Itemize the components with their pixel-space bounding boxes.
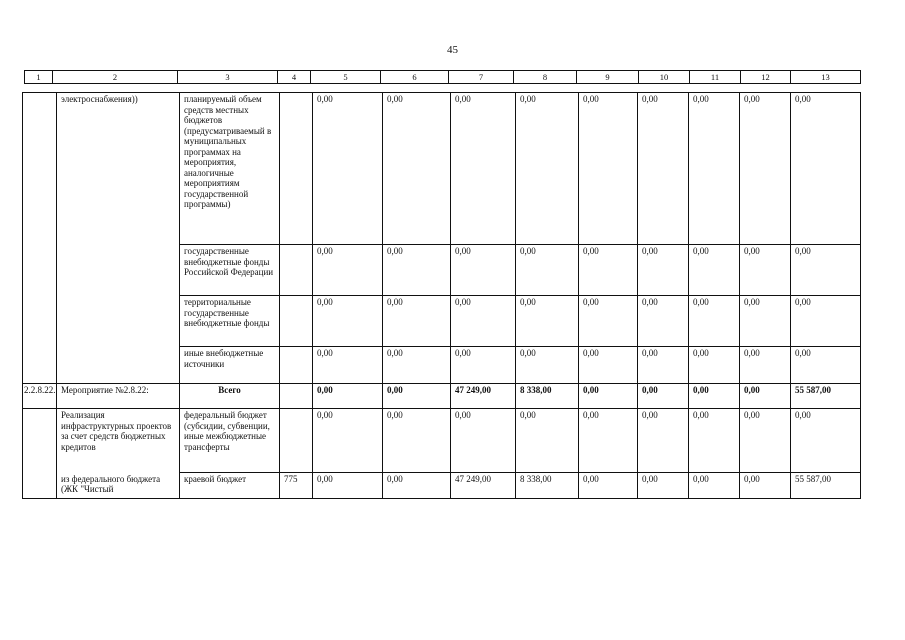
row-value: 0,00	[579, 409, 638, 473]
row-value: 0,00	[383, 409, 451, 473]
header-col-10: 10	[639, 71, 690, 84]
row-value: 0,00	[791, 347, 861, 384]
row-name: электроснабжения))	[57, 93, 180, 384]
row-value: 0,00	[579, 347, 638, 384]
row-value: 0,00	[791, 245, 861, 296]
row-value: 8 338,00	[516, 473, 579, 499]
row-value: 0,00	[313, 409, 383, 473]
row-code	[23, 409, 57, 499]
row-code: 2.2.8.22.	[23, 384, 57, 409]
row-value: 0,00	[451, 296, 516, 347]
header-col-4: 4	[278, 71, 311, 84]
row-value: 0,00	[313, 93, 383, 245]
row-value: 0,00	[383, 93, 451, 245]
row-value: 0,00	[383, 296, 451, 347]
row-source: территориальные государственные внебюджетные фонды	[180, 296, 280, 347]
row-value: 55 587,00	[791, 384, 861, 409]
row-value: 0,00	[383, 347, 451, 384]
row-value: 0,00	[638, 409, 689, 473]
row-grbs	[280, 296, 313, 347]
header-col-8: 8	[514, 71, 577, 84]
row-value: 0,00	[516, 296, 579, 347]
row-source: федеральный бюджет (субсидии, субвенции, иные межбюджетные трансферты	[180, 409, 280, 473]
row-value: 0,00	[638, 347, 689, 384]
header-col-1: 1	[25, 71, 53, 84]
row-grbs	[280, 93, 313, 245]
row-value: 0,00	[689, 296, 740, 347]
row-name: Реализация инфраструктурных проектов за счет средств бюджетных кредитов	[57, 409, 180, 473]
row-value: 0,00	[313, 347, 383, 384]
row-name: из федерального бюджета (ЖК "Чистый	[57, 473, 180, 499]
row-value: 0,00	[516, 245, 579, 296]
row-value: 0,00	[689, 347, 740, 384]
row-value: 0,00	[740, 384, 791, 409]
row-value: 0,00	[313, 473, 383, 499]
row-source: иные внебюджетные источники	[180, 347, 280, 384]
row-grbs	[280, 409, 313, 473]
row-value: 0,00	[579, 93, 638, 245]
row-value: 0,00	[579, 473, 638, 499]
row-value: 0,00	[383, 384, 451, 409]
column-number-header	[24, 70, 861, 84]
header-col-5: 5	[311, 71, 381, 84]
row-value: 0,00	[451, 409, 516, 473]
row-value: 0,00	[579, 296, 638, 347]
row-value: 0,00	[689, 93, 740, 245]
row-value: 0,00	[313, 384, 383, 409]
row-grbs: 775	[280, 473, 313, 499]
row-source: планируемый объем средств местных бюджетов (предусматриваемый в муниципальных программах на мероприятия, аналогичные мероприятиям государственной программы)	[180, 93, 280, 245]
row-value: 0,00	[689, 245, 740, 296]
row-value: 47 249,00	[451, 473, 516, 499]
row-value: 0,00	[516, 93, 579, 245]
row-value: 0,00	[383, 473, 451, 499]
row-source: Всего	[180, 384, 280, 409]
row-value: 55 587,00	[791, 473, 861, 499]
row-source: государственные внебюджетные фонды Российской Федерации	[180, 245, 280, 296]
row-value: 0,00	[638, 384, 689, 409]
header-col-3: 3	[178, 71, 278, 84]
row-value: 0,00	[689, 384, 740, 409]
row-value: 0,00	[740, 347, 791, 384]
header-col-6: 6	[381, 71, 449, 84]
row-value: 0,00	[383, 245, 451, 296]
row-source: краевой бюджет	[180, 473, 280, 499]
row-grbs	[280, 384, 313, 409]
header-col-7: 7	[449, 71, 514, 84]
row-value: 0,00	[638, 473, 689, 499]
row-value: 0,00	[451, 93, 516, 245]
header-col-2: 2	[53, 71, 178, 84]
row-value: 0,00	[638, 296, 689, 347]
row-value: 0,00	[451, 245, 516, 296]
row-value: 0,00	[579, 245, 638, 296]
header-col-12: 12	[741, 71, 791, 84]
budget-table	[22, 92, 861, 499]
row-value: 0,00	[740, 93, 791, 245]
row-value: 0,00	[313, 245, 383, 296]
row-value: 0,00	[516, 409, 579, 473]
table-row	[23, 409, 861, 473]
row-value: 0,00	[638, 93, 689, 245]
row-value: 0,00	[451, 347, 516, 384]
row-value: 0,00	[579, 384, 638, 409]
table-row	[23, 473, 861, 499]
row-value: 0,00	[791, 93, 861, 245]
row-value: 0,00	[791, 296, 861, 347]
row-value: 0,00	[740, 473, 791, 499]
row-value: 0,00	[638, 245, 689, 296]
row-value: 0,00	[740, 296, 791, 347]
table-row	[23, 93, 861, 245]
row-value: 0,00	[689, 473, 740, 499]
row-value: 47 249,00	[451, 384, 516, 409]
row-value: 0,00	[689, 409, 740, 473]
header-col-13: 13	[791, 71, 861, 84]
header-col-9: 9	[577, 71, 639, 84]
row-name: Мероприятие №2.8.22:	[57, 384, 180, 409]
row-value: 8 338,00	[516, 384, 579, 409]
row-grbs	[280, 347, 313, 384]
row-value: 0,00	[740, 245, 791, 296]
row-grbs	[280, 245, 313, 296]
row-value: 0,00	[516, 347, 579, 384]
row-value: 0,00	[740, 409, 791, 473]
header-col-11: 11	[690, 71, 741, 84]
page-number: 45	[447, 44, 458, 56]
row-value: 0,00	[313, 296, 383, 347]
table-row	[23, 384, 861, 409]
row-code	[23, 93, 57, 384]
row-value: 0,00	[791, 409, 861, 473]
